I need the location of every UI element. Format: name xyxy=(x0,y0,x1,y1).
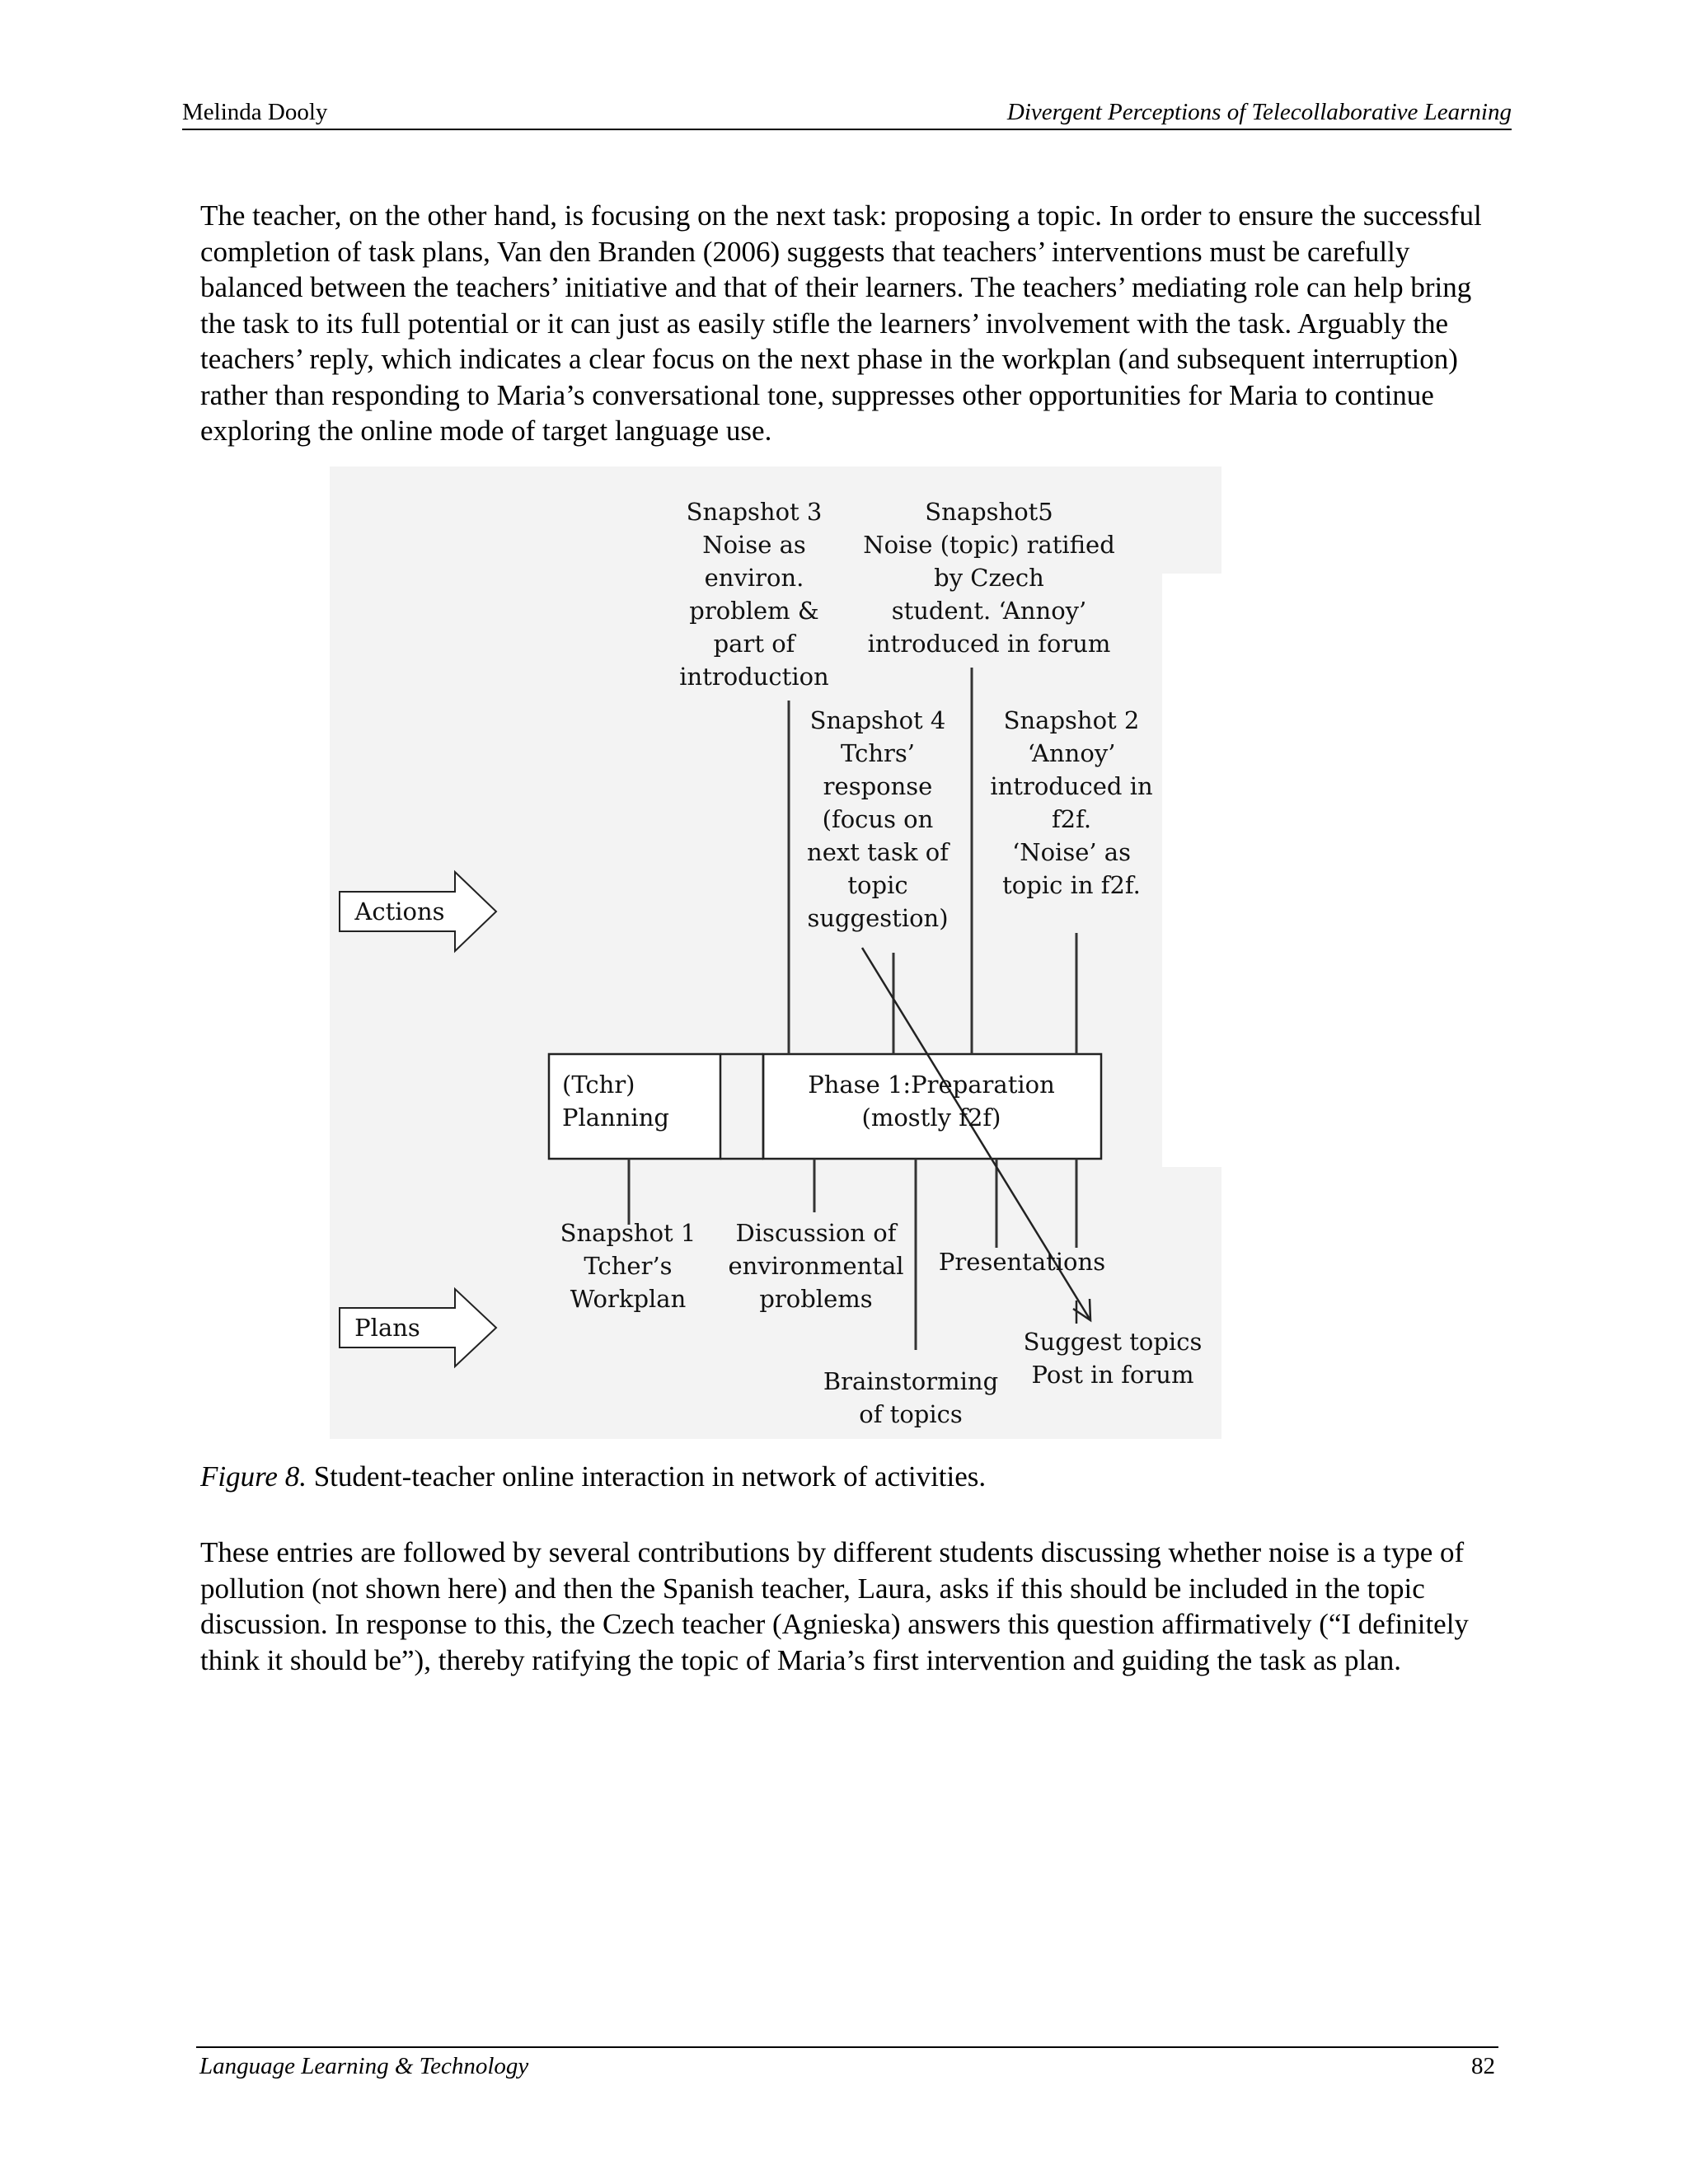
snapshot5-label: Snapshot5 Noise (topic) ratified by Czech student. ‘Annoy’ introduced in forum xyxy=(863,498,1115,658)
snapshot3-label: Snapshot 3 Noise as environ. problem & part of introduction xyxy=(679,498,829,691)
snapshot4-label: Snapshot 4 Tchrs’ response (focus on next task of topic suggestion) xyxy=(807,706,949,932)
actions-label: Actions xyxy=(354,898,445,926)
body-paragraph-2: These entries are followed by several contributions by different students discussing whether noise is a type of pollution (not shown here) and then the Spanish teacher, Laura, asks if this should be included in the topic discussion. In response to this, the Czech teacher (Agnieska) answers this question affirmatively (“I definitely think it should be”), thereby ratifying the topic of Maria’s first intervention and guiding the task as plan. xyxy=(200,1536,1469,1676)
phase1-label: Phase 1:Preparation (mostly f2f) xyxy=(808,1071,1055,1132)
footer-journal: Language Learning & Technology xyxy=(199,2053,529,2079)
header-author: Melinda Dooly xyxy=(182,99,328,125)
snapshot1-label: Snapshot 1 Tcher’s Workplan xyxy=(560,1219,696,1313)
figure-caption-label: Figure 8. xyxy=(200,1460,307,1493)
figure-caption xyxy=(200,1459,986,1495)
page-number: 82 xyxy=(1471,2053,1495,2079)
discussion-label: Discussion of environmental problems xyxy=(728,1219,904,1313)
figure-caption-text: Student-teacher online interaction in network of activities. xyxy=(306,1460,987,1493)
running-header xyxy=(182,97,1512,130)
body-paragraph-1: The teacher, on the other hand, is focusing on the next task: proposing a topic. In order to ensure the successful completion of task plans, Van den Branden (2006) suggests that teachers’ interventions must be carefully balanced between the teachers’ initiative and that of their learners. The teachers’ mediating role can help bring the task to its full potential or it can just as easily stifle the learners’ involvement with the task. Arguably the teachers’ reply, which indicates a clear focus on the next phase in the workplan (and subsequent interruption) rather than responding to Maria’s conversational tone, suppresses other opportunities for Maria to continue exploring the online mode of target language use. xyxy=(200,199,1482,447)
presentations-label: Presentations xyxy=(938,1248,1106,1276)
running-footer xyxy=(196,2046,1498,2081)
planning-label: (Tchr) Planning xyxy=(562,1071,669,1132)
suggest-label: Suggest topics Post in forum xyxy=(1023,1328,1203,1389)
header-running-title: Divergent Perceptions of Telecollaborative Learning xyxy=(1006,99,1512,125)
snapshot2-label: Snapshot 2 ‘Annoy’ introduced in f2f. ‘Noise’ as topic in f2f. xyxy=(990,706,1153,899)
figure-8 xyxy=(330,466,1221,1449)
brainstorming-label: Brainstorming of topics xyxy=(823,1367,999,1428)
plans-label: Plans xyxy=(354,1314,420,1342)
figure-background-notch xyxy=(1162,574,1221,1167)
